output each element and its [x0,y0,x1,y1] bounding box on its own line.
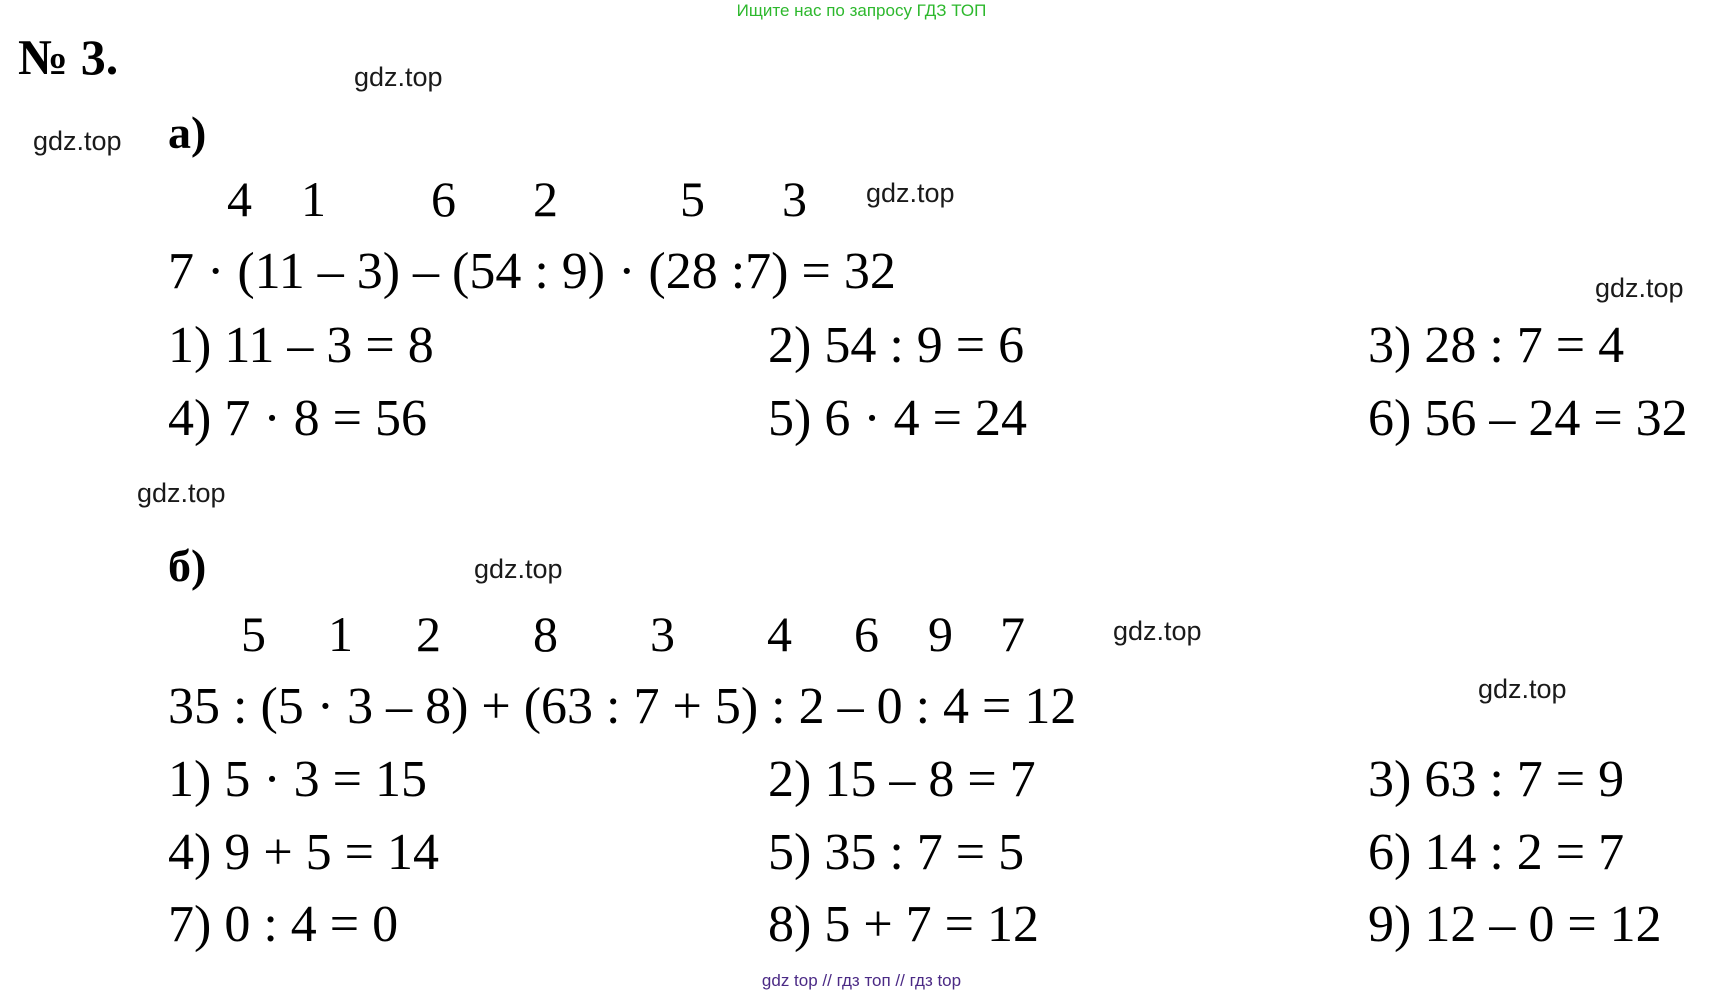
step: 5) 6 · 4 = 24 [768,390,1027,447]
footer-links[interactable]: gdz top // гдз топ // гдз top [761,971,962,990]
watermark: gdz.top [866,178,955,208]
order-mark: 3 [650,606,675,662]
watermark: gdz.top [1478,674,1567,704]
watermark: gdz.top [137,478,226,508]
step: 6) 56 – 24 = 32 [1368,390,1688,447]
watermark: gdz.top [474,554,563,584]
step: 2) 15 – 8 = 7 [768,751,1036,808]
step: 1) 11 – 3 = 8 [168,317,434,374]
order-mark: 1 [301,171,326,227]
step: 4) 9 + 5 = 14 [168,824,439,881]
expression-b: 35 : (5 · 3 – 8) + (63 : 7 + 5) : 2 – 0 : 4 = 12 [168,678,1077,735]
step: 2) 54 : 9 = 6 [768,317,1025,374]
order-mark: 2 [533,171,558,227]
step: 7) 0 : 4 = 0 [168,896,399,953]
order-mark: 3 [782,171,807,227]
step: 9) 12 – 0 = 12 [1368,896,1662,953]
watermark: gdz.top [1595,273,1684,303]
watermark: gdz.top [1113,616,1202,646]
order-mark: 6 [854,606,879,662]
problem-number: № 3. [18,29,119,85]
expression-a: 7 · (11 – 3) – (54 : 9) · (28 :7) = 32 [168,243,896,300]
order-mark: 9 [928,606,953,662]
step: 1) 5 · 3 = 15 [168,751,427,808]
step: 4) 7 · 8 = 56 [168,390,427,447]
step: 8) 5 + 7 = 12 [768,896,1039,953]
step: 3) 63 : 7 = 9 [1368,751,1625,808]
part-a-label: а) [168,107,207,158]
watermark: gdz.top [33,126,122,156]
order-mark: 7 [1000,606,1025,662]
part-b-label: б) [168,540,207,591]
order-mark: 4 [227,171,252,227]
step: 5) 35 : 7 = 5 [768,824,1025,881]
order-mark: 2 [416,606,441,662]
order-mark: 5 [241,606,266,662]
order-mark: 1 [328,606,353,662]
order-mark: 4 [767,606,792,662]
step: 3) 28 : 7 = 4 [1368,317,1625,374]
top-banner: Ищите нас по запросу ГДЗ ТОП [736,1,987,20]
order-mark: 8 [533,606,558,662]
watermark: gdz.top [354,62,443,92]
order-mark: 5 [680,171,705,227]
step: 6) 14 : 2 = 7 [1368,824,1625,881]
order-mark: 6 [431,171,456,227]
